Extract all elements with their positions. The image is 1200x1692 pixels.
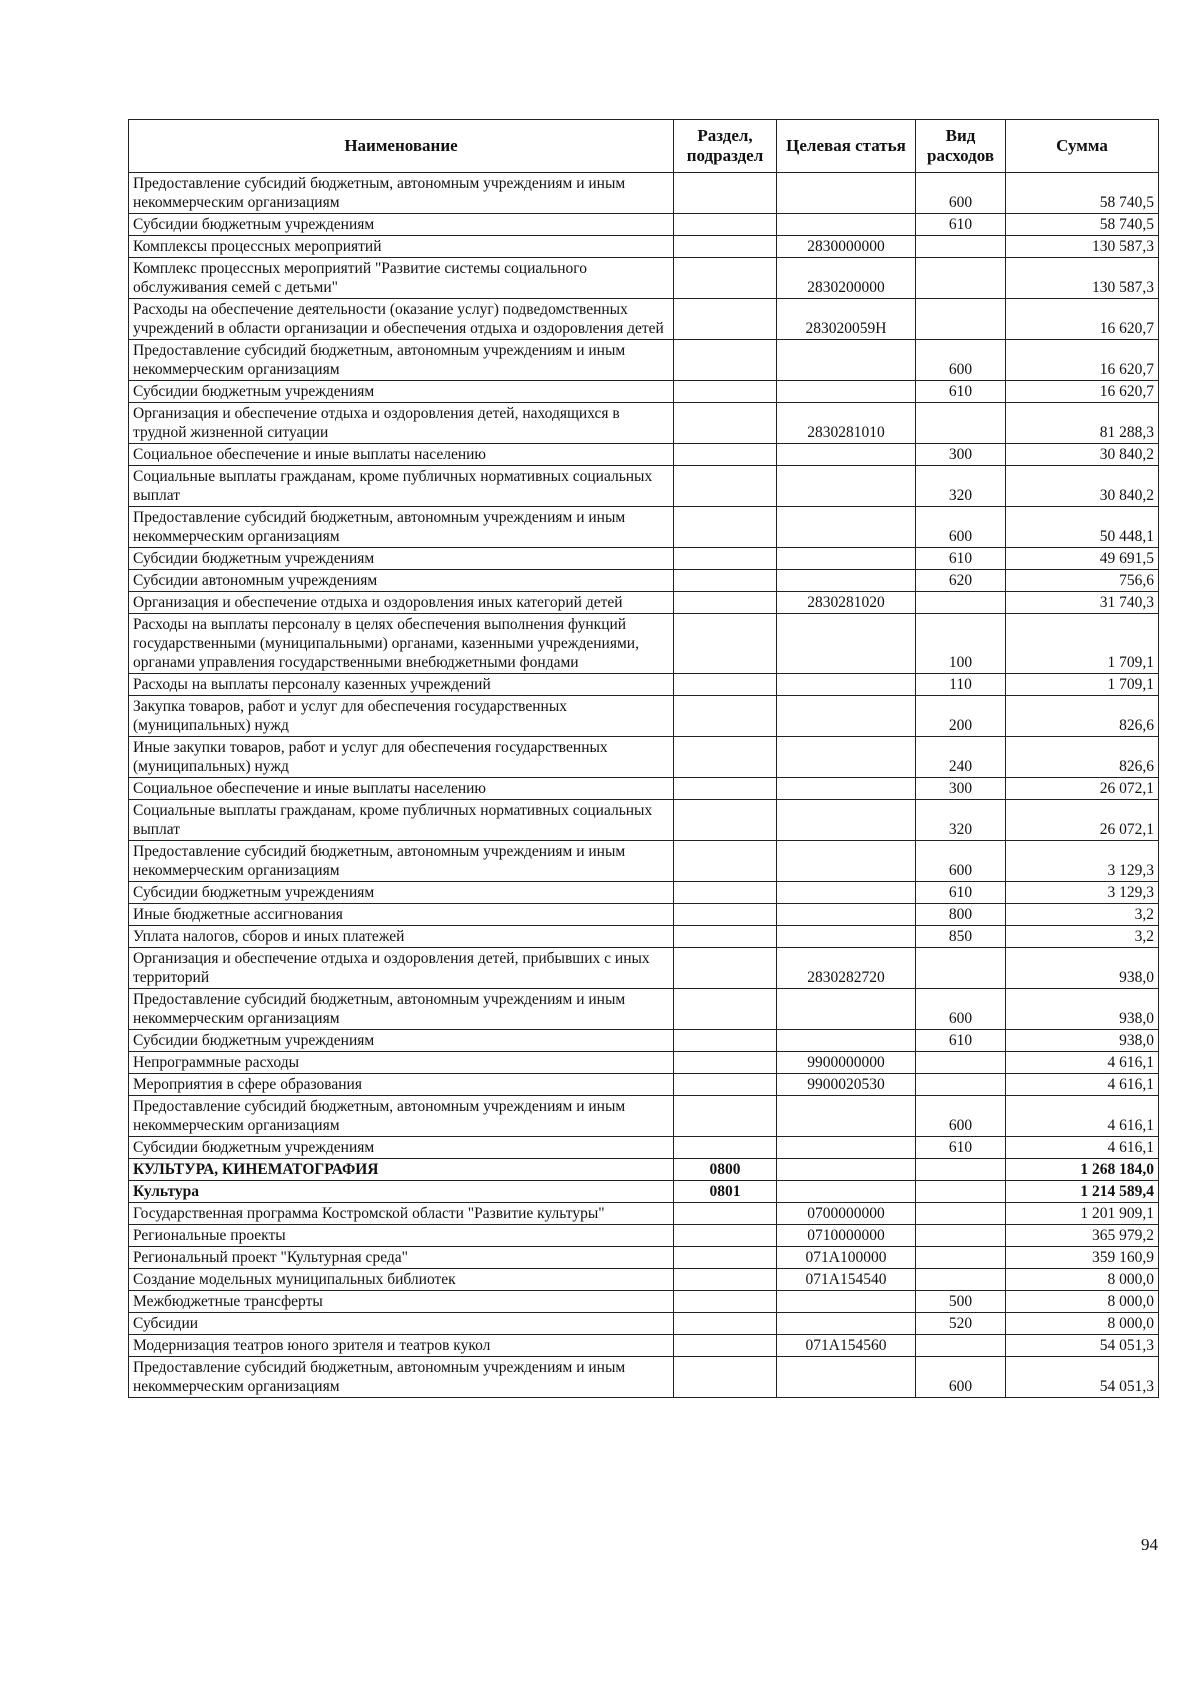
- row-target: 9900000000: [777, 1052, 916, 1074]
- row-type: 600: [916, 340, 1006, 381]
- row-target: 2830000000: [777, 236, 916, 258]
- table-row: [129, 1291, 1159, 1313]
- table-row: [129, 258, 1159, 299]
- table-row: [129, 674, 1159, 696]
- row-sum: 1 268 184,0: [1006, 1159, 1159, 1181]
- row-section: [674, 299, 777, 340]
- row-name: КУЛЬТУРА, КИНЕМАТОГРАФИЯ: [129, 1159, 674, 1181]
- table-row: [129, 299, 1159, 340]
- row-section: [674, 258, 777, 299]
- row-sum: 26 072,1: [1006, 800, 1159, 841]
- table-row: [129, 614, 1159, 674]
- row-section: [674, 1247, 777, 1269]
- row-section: [674, 1074, 777, 1096]
- table-row: [129, 1181, 1159, 1203]
- row-sum: 54 051,3: [1006, 1357, 1159, 1398]
- row-target: [777, 381, 916, 403]
- table-row: [129, 1052, 1159, 1074]
- row-section: [674, 989, 777, 1030]
- row-target: [777, 841, 916, 882]
- row-sum: 8 000,0: [1006, 1313, 1159, 1335]
- table-body: [129, 173, 1159, 1398]
- header-name: Наименование: [129, 120, 674, 173]
- row-type: 320: [916, 800, 1006, 841]
- row-section: [674, 548, 777, 570]
- row-name: Социальные выплаты гражданам, кроме публичных нормативных социальных выплат: [129, 800, 674, 841]
- row-name: Закупка товаров, работ и услуг для обеспечения государственных (муниципальных) нужд: [129, 696, 674, 737]
- row-type: 610: [916, 1030, 1006, 1052]
- row-sum: 938,0: [1006, 948, 1159, 989]
- row-type: 300: [916, 778, 1006, 800]
- table-row: [129, 1335, 1159, 1357]
- table-row: [129, 1247, 1159, 1269]
- row-section: [674, 214, 777, 236]
- row-type: [916, 592, 1006, 614]
- header-type: Вид расходов: [916, 120, 1006, 173]
- row-type: 200: [916, 696, 1006, 737]
- row-type: [916, 1181, 1006, 1203]
- row-section: [674, 737, 777, 778]
- table-row: [129, 737, 1159, 778]
- row-type: [916, 1247, 1006, 1269]
- row-name: Предоставление субсидий бюджетным, автономным учреждениям и иным некоммерческим организациям: [129, 507, 674, 548]
- row-type: 600: [916, 841, 1006, 882]
- row-sum: 54 051,3: [1006, 1335, 1159, 1357]
- row-section: [674, 614, 777, 674]
- row-target: [777, 570, 916, 592]
- row-type: [916, 1225, 1006, 1247]
- row-type: [916, 1159, 1006, 1181]
- header-target: Целевая статья: [777, 120, 916, 173]
- row-target: [777, 926, 916, 948]
- row-name: Предоставление субсидий бюджетным, автономным учреждениям и иным некоммерческим организациям: [129, 173, 674, 214]
- row-name: Культура: [129, 1181, 674, 1203]
- row-target: 0710000000: [777, 1225, 916, 1247]
- table-row: [129, 403, 1159, 444]
- row-type: [916, 403, 1006, 444]
- row-section: [674, 1203, 777, 1225]
- table-row: [129, 1159, 1159, 1181]
- row-sum: 130 587,3: [1006, 236, 1159, 258]
- row-sum: 1 201 909,1: [1006, 1203, 1159, 1225]
- row-target: [777, 1313, 916, 1335]
- row-target: [777, 1159, 916, 1181]
- row-section: [674, 444, 777, 466]
- row-name: Социальное обеспечение и иные выплаты населению: [129, 444, 674, 466]
- table-row: [129, 1225, 1159, 1247]
- row-target: [777, 173, 916, 214]
- row-section: [674, 592, 777, 614]
- row-type: 850: [916, 926, 1006, 948]
- row-type: 600: [916, 507, 1006, 548]
- table-row: [129, 570, 1159, 592]
- row-sum: 4 616,1: [1006, 1096, 1159, 1137]
- table-row: [129, 1096, 1159, 1137]
- row-section: [674, 236, 777, 258]
- row-type: 610: [916, 214, 1006, 236]
- row-name: Региональный проект "Культурная среда": [129, 1247, 674, 1269]
- row-target: [777, 1181, 916, 1203]
- row-sum: 1 214 589,4: [1006, 1181, 1159, 1203]
- row-name: Уплата налогов, сборов и иных платежей: [129, 926, 674, 948]
- table-row: [129, 592, 1159, 614]
- row-name: Создание модельных муниципальных библиотек: [129, 1269, 674, 1291]
- row-section: [674, 1137, 777, 1159]
- row-type: [916, 1203, 1006, 1225]
- row-target: [777, 1357, 916, 1398]
- row-name: Организация и обеспечение отдыха и оздоровления детей, прибывших с иных территорий: [129, 948, 674, 989]
- row-type: [916, 1074, 1006, 1096]
- table-row: [129, 1357, 1159, 1398]
- row-target: [777, 989, 916, 1030]
- row-sum: 26 072,1: [1006, 778, 1159, 800]
- row-type: 610: [916, 1137, 1006, 1159]
- row-section: [674, 1052, 777, 1074]
- row-type: 600: [916, 173, 1006, 214]
- row-type: [916, 236, 1006, 258]
- row-section: 0800: [674, 1159, 777, 1181]
- row-sum: 365 979,2: [1006, 1225, 1159, 1247]
- row-section: [674, 1357, 777, 1398]
- row-name: Расходы на обеспечение деятельности (оказание услуг) подведомственных учреждений в области организации и обеспечения отдыха и оздоровления детей: [129, 299, 674, 340]
- row-sum: 130 587,3: [1006, 258, 1159, 299]
- table-row: [129, 548, 1159, 570]
- table-row: [129, 1074, 1159, 1096]
- row-type: 610: [916, 882, 1006, 904]
- row-name: Субсидии: [129, 1313, 674, 1335]
- row-sum: 4 616,1: [1006, 1074, 1159, 1096]
- table-row: [129, 1030, 1159, 1052]
- row-sum: 938,0: [1006, 1030, 1159, 1052]
- row-section: [674, 570, 777, 592]
- row-sum: 1 709,1: [1006, 614, 1159, 674]
- row-target: 2830281020: [777, 592, 916, 614]
- row-type: [916, 948, 1006, 989]
- row-section: [674, 696, 777, 737]
- row-target: [777, 340, 916, 381]
- row-target: 9900020530: [777, 1074, 916, 1096]
- row-type: 600: [916, 1357, 1006, 1398]
- row-section: [674, 1335, 777, 1357]
- row-target: [777, 614, 916, 674]
- row-sum: 16 620,7: [1006, 299, 1159, 340]
- row-target: 071А100000: [777, 1247, 916, 1269]
- row-target: 283020059Н: [777, 299, 916, 340]
- row-type: 600: [916, 1096, 1006, 1137]
- row-type: [916, 299, 1006, 340]
- row-sum: 58 740,5: [1006, 214, 1159, 236]
- row-sum: 3,2: [1006, 926, 1159, 948]
- row-section: 0801: [674, 1181, 777, 1203]
- row-section: [674, 173, 777, 214]
- row-sum: 31 740,3: [1006, 592, 1159, 614]
- row-name: Иные бюджетные ассигнования: [129, 904, 674, 926]
- row-section: [674, 1030, 777, 1052]
- table-row: [129, 1137, 1159, 1159]
- row-target: [777, 696, 916, 737]
- row-section: [674, 1291, 777, 1313]
- row-target: 2830282720: [777, 948, 916, 989]
- table-row: [129, 1313, 1159, 1335]
- table-row: [129, 236, 1159, 258]
- row-section: [674, 1225, 777, 1247]
- row-target: [777, 904, 916, 926]
- row-sum: 938,0: [1006, 989, 1159, 1030]
- budget-table: [128, 119, 1159, 1398]
- row-name: Социальные выплаты гражданам, кроме публичных нормативных социальных выплат: [129, 466, 674, 507]
- row-sum: 30 840,2: [1006, 444, 1159, 466]
- row-name: Расходы на выплаты персоналу казенных учреждений: [129, 674, 674, 696]
- row-sum: 81 288,3: [1006, 403, 1159, 444]
- row-section: [674, 674, 777, 696]
- row-section: [674, 381, 777, 403]
- table-row: [129, 696, 1159, 737]
- row-target: [777, 507, 916, 548]
- row-target: [777, 1030, 916, 1052]
- row-name: Государственная программа Костромской области "Развитие культуры": [129, 1203, 674, 1225]
- table-row: [129, 778, 1159, 800]
- row-name: Субсидии бюджетным учреждениям: [129, 1137, 674, 1159]
- row-target: [777, 1137, 916, 1159]
- row-section: [674, 507, 777, 548]
- row-name: Расходы на выплаты персоналу в целях обеспечения выполнения функций государственными (муниципальными) органами, казенными учреждениями, органами управления государственными внебюджетными фондами: [129, 614, 674, 674]
- row-name: Субсидии бюджетным учреждениям: [129, 548, 674, 570]
- row-target: [777, 737, 916, 778]
- row-section: [674, 904, 777, 926]
- row-sum: 359 160,9: [1006, 1247, 1159, 1269]
- row-type: 610: [916, 381, 1006, 403]
- row-target: 071А154560: [777, 1335, 916, 1357]
- row-section: [674, 926, 777, 948]
- row-name: Субсидии бюджетным учреждениям: [129, 882, 674, 904]
- row-name: Организация и обеспечение отдыха и оздоровления иных категорий детей: [129, 592, 674, 614]
- table-row: [129, 507, 1159, 548]
- row-target: [777, 1096, 916, 1137]
- row-name: Предоставление субсидий бюджетным, автономным учреждениям и иным некоммерческим организациям: [129, 340, 674, 381]
- table-row: [129, 466, 1159, 507]
- row-name: Субсидии бюджетным учреждениям: [129, 381, 674, 403]
- row-section: [674, 1096, 777, 1137]
- row-section: [674, 1313, 777, 1335]
- row-name: Иные закупки товаров, работ и услуг для обеспечения государственных (муниципальных) нужд: [129, 737, 674, 778]
- row-name: Предоставление субсидий бюджетным, автономным учреждениям и иным некоммерческим организациям: [129, 989, 674, 1030]
- table-row: [129, 904, 1159, 926]
- row-name: Социальное обеспечение и иные выплаты населению: [129, 778, 674, 800]
- row-target: [777, 882, 916, 904]
- row-name: Организация и обеспечение отдыха и оздоровления детей, находящихся в трудной жизненной ситуации: [129, 403, 674, 444]
- row-name: Субсидии бюджетным учреждениям: [129, 1030, 674, 1052]
- row-section: [674, 1269, 777, 1291]
- table-row: [129, 989, 1159, 1030]
- row-type: [916, 1052, 1006, 1074]
- row-target: 0700000000: [777, 1203, 916, 1225]
- row-target: [777, 214, 916, 236]
- row-name: Межбюджетные трансферты: [129, 1291, 674, 1313]
- row-sum: 1 709,1: [1006, 674, 1159, 696]
- row-sum: 30 840,2: [1006, 466, 1159, 507]
- row-section: [674, 800, 777, 841]
- table-row: [129, 214, 1159, 236]
- row-target: [777, 1291, 916, 1313]
- row-target: [777, 444, 916, 466]
- row-target: [777, 548, 916, 570]
- row-name: Комплексы процессных мероприятий: [129, 236, 674, 258]
- page-number: 94: [1141, 1535, 1158, 1554]
- row-target: 2830200000: [777, 258, 916, 299]
- row-sum: 8 000,0: [1006, 1291, 1159, 1313]
- row-section: [674, 403, 777, 444]
- row-target: [777, 778, 916, 800]
- row-name: Мероприятия в сфере образования: [129, 1074, 674, 1096]
- table-row: [129, 444, 1159, 466]
- row-type: 110: [916, 674, 1006, 696]
- table-row: [129, 882, 1159, 904]
- row-sum: 16 620,7: [1006, 340, 1159, 381]
- row-sum: 756,6: [1006, 570, 1159, 592]
- table-row: [129, 381, 1159, 403]
- row-type: [916, 1269, 1006, 1291]
- row-name: Субсидии бюджетным учреждениям: [129, 214, 674, 236]
- row-name: Предоставление субсидий бюджетным, автономным учреждениям и иным некоммерческим организациям: [129, 1096, 674, 1137]
- row-section: [674, 882, 777, 904]
- row-section: [674, 841, 777, 882]
- row-name: Комплекс процессных мероприятий "Развитие системы социального обслуживания семей с детьми": [129, 258, 674, 299]
- row-type: 100: [916, 614, 1006, 674]
- table-row: [129, 173, 1159, 214]
- table-row: [129, 948, 1159, 989]
- table-row: [129, 340, 1159, 381]
- table-row: [129, 841, 1159, 882]
- row-type: 240: [916, 737, 1006, 778]
- row-target: [777, 674, 916, 696]
- row-name: Региональные проекты: [129, 1225, 674, 1247]
- table-row: [129, 1269, 1159, 1291]
- row-name: Субсидии автономным учреждениям: [129, 570, 674, 592]
- row-type: 520: [916, 1313, 1006, 1335]
- row-section: [674, 340, 777, 381]
- row-type: 320: [916, 466, 1006, 507]
- row-sum: 826,6: [1006, 737, 1159, 778]
- row-type: 600: [916, 989, 1006, 1030]
- row-sum: 3,2: [1006, 904, 1159, 926]
- row-sum: 4 616,1: [1006, 1052, 1159, 1074]
- row-type: 800: [916, 904, 1006, 926]
- row-sum: 3 129,3: [1006, 882, 1159, 904]
- row-section: [674, 778, 777, 800]
- row-sum: 4 616,1: [1006, 1137, 1159, 1159]
- row-target: 2830281010: [777, 403, 916, 444]
- row-target: [777, 800, 916, 841]
- row-sum: 16 620,7: [1006, 381, 1159, 403]
- row-type: [916, 258, 1006, 299]
- row-type: 300: [916, 444, 1006, 466]
- row-section: [674, 948, 777, 989]
- row-type: 500: [916, 1291, 1006, 1313]
- header-sum: Сумма: [1006, 120, 1159, 173]
- row-sum: 8 000,0: [1006, 1269, 1159, 1291]
- row-sum: 826,6: [1006, 696, 1159, 737]
- row-sum: 58 740,5: [1006, 173, 1159, 214]
- row-name: Предоставление субсидий бюджетным, автономным учреждениям и иным некоммерческим организациям: [129, 841, 674, 882]
- row-sum: 49 691,5: [1006, 548, 1159, 570]
- table-row: [129, 1203, 1159, 1225]
- row-type: 620: [916, 570, 1006, 592]
- table-header-row: [129, 120, 1159, 173]
- row-name: Модернизация театров юного зрителя и театров кукол: [129, 1335, 674, 1357]
- row-type: [916, 1335, 1006, 1357]
- row-section: [674, 466, 777, 507]
- row-sum: 3 129,3: [1006, 841, 1159, 882]
- row-target: 071А154540: [777, 1269, 916, 1291]
- row-type: 610: [916, 548, 1006, 570]
- row-sum: 50 448,1: [1006, 507, 1159, 548]
- row-name: Предоставление субсидий бюджетным, автономным учреждениям и иным некоммерческим организациям: [129, 1357, 674, 1398]
- row-name: Непрограммные расходы: [129, 1052, 674, 1074]
- header-section: Раздел, подраздел: [674, 120, 777, 173]
- table-row: [129, 800, 1159, 841]
- row-target: [777, 466, 916, 507]
- table-row: [129, 926, 1159, 948]
